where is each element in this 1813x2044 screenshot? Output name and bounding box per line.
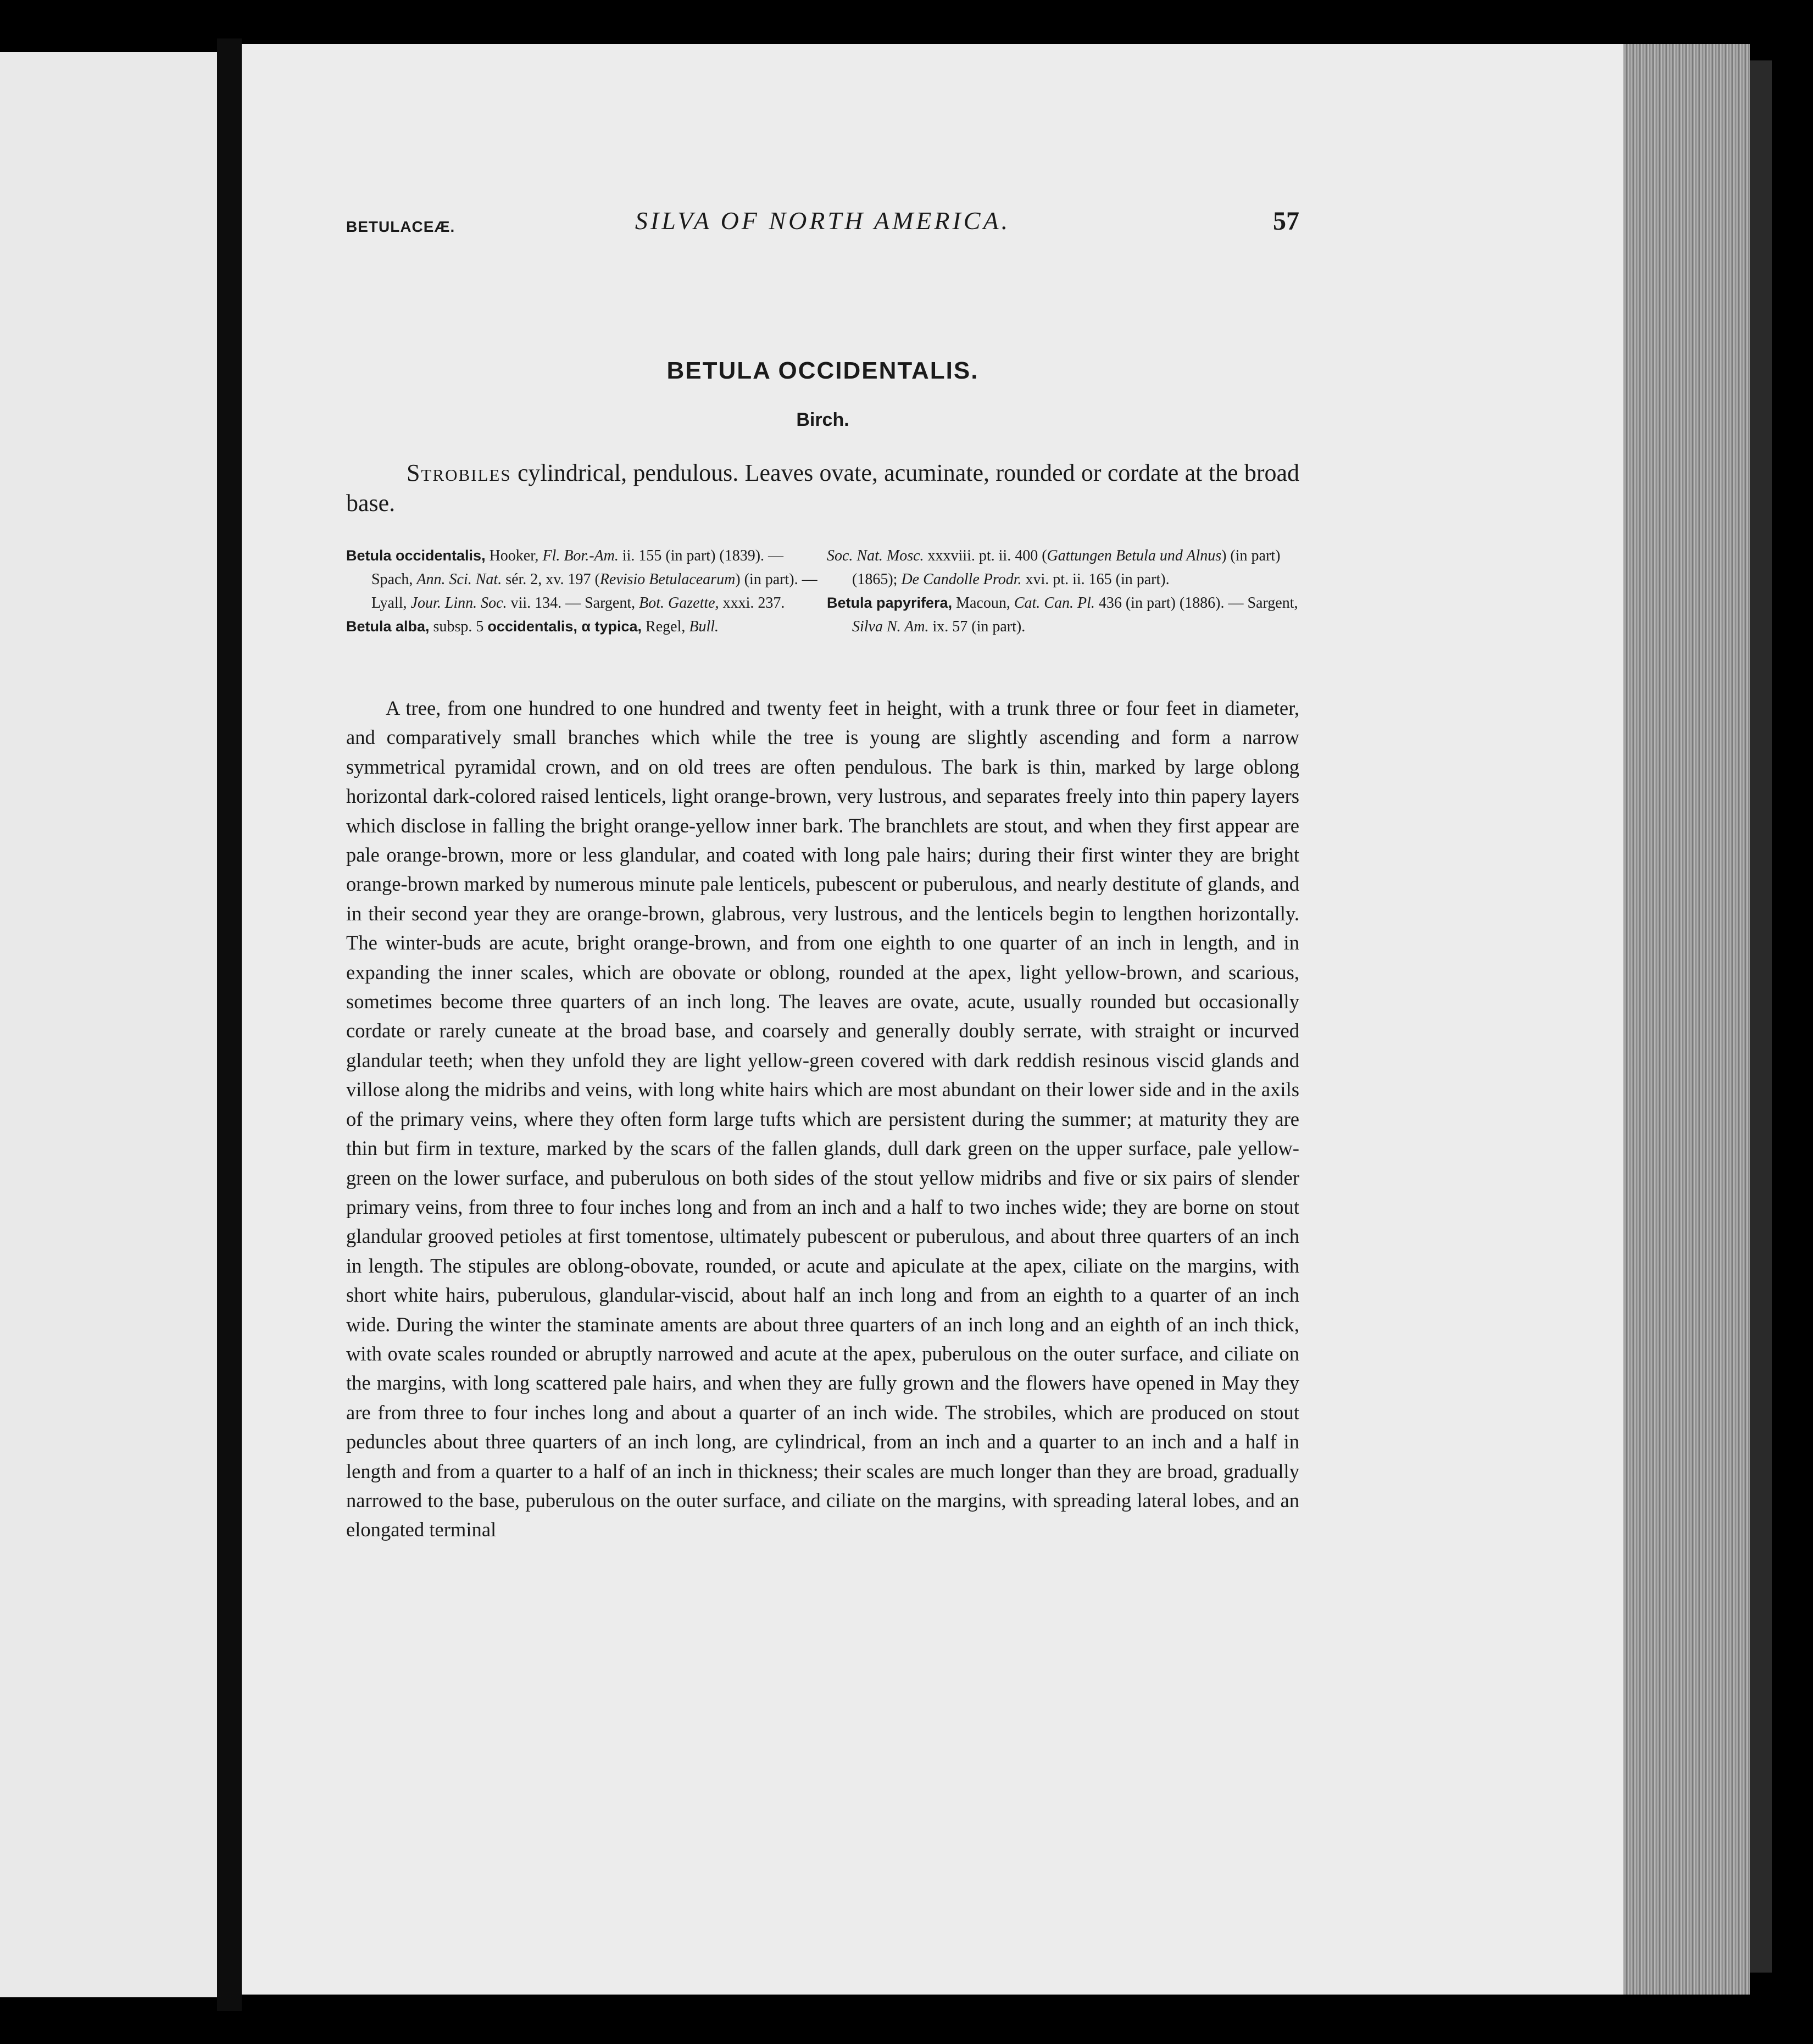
reference-entry: Betula occidentalis, Hooker, Fl. Bor.-Am. ii. 155 (in part) (1839). — Spach, Ann. Sci. Nat. sér. 2, xv. 197 (Revisio Betulacearum) (in part). — Lyall, Jour. Linn. Soc. vii. 134. — Sargent, Bot. Gazette, xxxi. 237. xyxy=(346,547,817,612)
species-title: BETULA OCCIDENTALIS. xyxy=(666,357,979,384)
book-gutter xyxy=(217,38,242,2011)
running-head-family: BETULACEÆ. xyxy=(346,218,455,235)
diagnosis-text: cylindrical, pendulous. Leaves ovate, acuminate, rounded or cordate at the broad base. xyxy=(346,459,1299,516)
diagnosis xyxy=(346,458,1299,518)
facing-page xyxy=(0,52,217,1997)
running-head-title: SILVA OF NORTH AMERICA. xyxy=(635,207,1011,235)
references-left-column xyxy=(346,544,819,638)
description-paragraph: A tree, from one hundred to one hundred and twenty feet in height, with a trunk three or four feet in diameter, and comparatively small branches which while the tree is young are slightly ascending and form a narrow symmetrical pyramidal crown, and on old trees are often pendulous. The bark is thin, marked by large oblong horizontal dark-colored raised lenticels, light orange-brown, very lustrous, and separates freely into thin papery layers which disclose in falling the bright orange-yellow inner bark. The branchlets are stout, and when they first appear are pale orange-brown, more or less glandular, and coated with long pale hairs; during their first winter they are bright orange-brown marked by numerous minute pale lenticels, pubescent or puberulous, and nearly destitute of glands, and in their second year they are orange-brown, glabrous, very lustrous, and the lenticels begin to lengthen horizontally. The winter-buds are acute, bright orange-brown, and from one eighth to one quarter of an inch in length, and in expanding the inner scales, which are obovate or oblong, rounded at the apex, light yellow-brown, and scarious, sometimes become three quarters of an inch long. The leaves are ovate, acute, usually rounded but occasionally cordate or rarely cuneate at the broad base, and coarsely and generally doubly serrate, with straight or incurved glandular teeth; when they unfold they are light yellow-green covered with dark reddish resinous viscid glands and villose along the midribs and veins, with long white hairs which are most abundant on their lower side and in the axils of the primary veins, where they often form large tufts which are persistent during the summer; at maturity they are thin but firm in texture, marked by the scars of the fallen glands, dull dark green on the upper surface, pale yellow-green on the lower surface, and puberulous on both sides of the stout yellow midribs and five or six pairs of slender primary veins, from three to four inches long and from an inch and a half to two inches wide; they are borne on stout glandular grooved petioles at first tomentose, ultimately pubescent or puberulous, and about three quarters of an inch in length. The stipules are oblong-obovate, rounded, or acute and apiculate at the apex, ciliate on the margins, with short white hairs, puberulous, glandular-viscid, about half an inch long and from an eighth to a quarter of an inch wide. During the winter the staminate aments are about three quarters of an inch long and an eighth of an inch thick, with ovate scales rounded or abruptly narrowed and acute at the apex, puberulous on the outer surface, and ciliate on the margins, with long scattered pale hairs, and when they are fully grown and the flowers have opened in May they are from three to four inches long and about a quarter of an inch wide. The strobiles, which are produced on stout peduncles about three quarters of an inch long, are cylindrical, from an inch and a quarter to an inch and a half in length and from a quarter to a half of an inch in thickness; their scales are much longer than they are broad, gradually narrowed to the base, puberulous on the outer surface, and ciliate on the margins, with spreading lateral lobes, and an elongated terminal xyxy=(346,697,1299,1541)
running-head xyxy=(346,206,1299,245)
reference-name: Betula occidentalis, xyxy=(346,547,486,564)
page-edges-shadow xyxy=(1750,60,1772,1973)
reference-entry: Betula papyrifera, Macoun, Cat. Can. Pl. 436 (in part) (1886). — Sargent, Silva N. Am. ix. 57 (in part). xyxy=(827,595,1298,635)
diagnosis-lead: Strobiles xyxy=(407,459,511,486)
reference-name: Betula alba, xyxy=(346,618,430,635)
reference-entry: Betula alba, subsp. 5 occidentalis, α typica, Regel, Bull. xyxy=(346,618,719,635)
synonymy-references xyxy=(346,544,1299,638)
page-edges xyxy=(1623,44,1750,1995)
reference-name: Betula papyrifera, xyxy=(827,595,953,611)
references-right-column xyxy=(827,544,1299,638)
page-number: 57 xyxy=(1273,207,1299,236)
reference-entry-continued: Soc. Nat. Mosc. xxxviii. pt. ii. 400 (Gattungen Betula und Alnus) (in part) (1865); De Candolle Prodr. xvi. pt. ii. 165 (in part). xyxy=(827,547,1281,588)
common-name: Birch. xyxy=(796,409,849,430)
